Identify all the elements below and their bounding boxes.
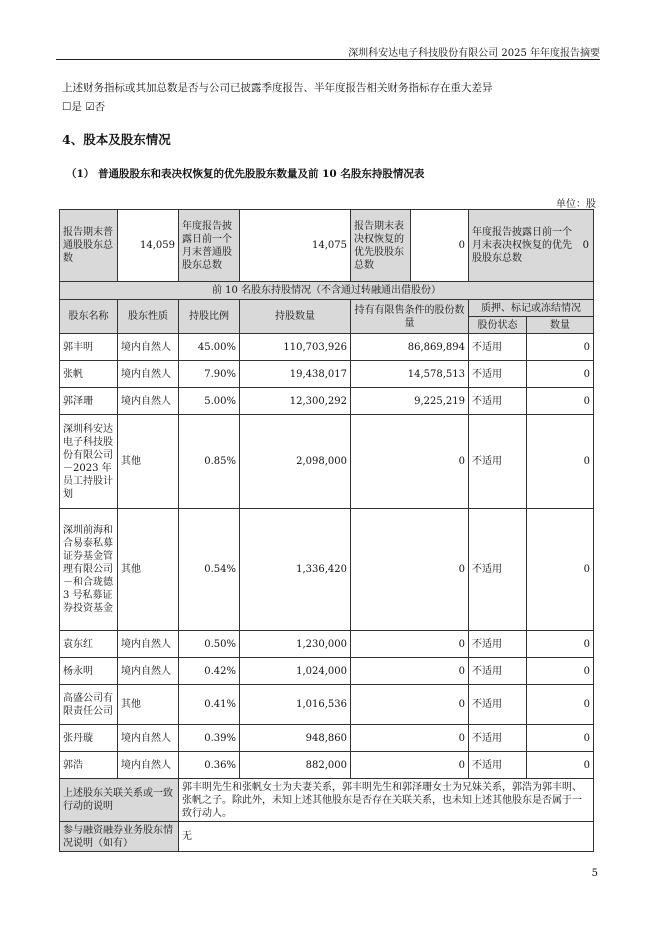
shareholder-qty: 0 bbox=[527, 388, 594, 415]
shareholder-ratio: 0.36% bbox=[179, 752, 240, 779]
shareholder-name: 张丹璇 bbox=[60, 725, 118, 752]
shareholder-status: 不适用 bbox=[469, 631, 527, 658]
table-row bbox=[60, 685, 594, 725]
summary-prev-label: 年度报告披露日前一个月末普通股股东总数 bbox=[179, 210, 240, 282]
shareholder-restricted: 0 bbox=[351, 415, 469, 509]
shareholder-ratio: 45.00% bbox=[179, 334, 240, 361]
shareholder-nature: 境内自然人 bbox=[118, 658, 179, 685]
shareholder-status: 不适用 bbox=[469, 415, 527, 509]
shareholder-name: 郭泽珊 bbox=[60, 388, 118, 415]
shareholder-nature: 其他 bbox=[118, 685, 179, 725]
shareholder-qty: 0 bbox=[527, 725, 594, 752]
table-row bbox=[60, 752, 594, 779]
table-row bbox=[60, 509, 594, 631]
page-header: 深圳科安达电子科技股份有限公司 2025 年年度报告摘要 bbox=[348, 48, 600, 59]
shareholder-qty: 0 bbox=[527, 631, 594, 658]
shareholder-shares: 19,438,017 bbox=[240, 361, 351, 388]
margin-row bbox=[60, 822, 594, 852]
shareholder-ratio: 0.39% bbox=[179, 725, 240, 752]
shareholder-nature: 境内自然人 bbox=[118, 752, 179, 779]
shareholder-status: 不适用 bbox=[469, 658, 527, 685]
shareholder-shares: 948,860 bbox=[240, 725, 351, 752]
shareholder-restricted: 0 bbox=[351, 725, 469, 752]
col-restricted: 持有有限售条件的股份数量 bbox=[351, 300, 469, 334]
margin-label: 参与融资融券业务股东情况说明（如有） bbox=[60, 822, 179, 852]
shareholder-status: 不适用 bbox=[469, 725, 527, 752]
shareholder-ratio: 0.50% bbox=[179, 631, 240, 658]
summary-pref-prev-value: 0 bbox=[582, 240, 589, 251]
top10-title: 前 10 名股东持股情况（不含通过转融通出借股份） bbox=[60, 282, 594, 300]
shareholder-nature: 境内自然人 bbox=[118, 388, 179, 415]
shareholder-status: 不适用 bbox=[469, 752, 527, 779]
shareholder-nature: 境内自然人 bbox=[118, 361, 179, 388]
shareholder-shares: 110,703,926 bbox=[240, 334, 351, 361]
shareholder-qty: 0 bbox=[527, 752, 594, 779]
shareholder-name: 郭丰明 bbox=[60, 334, 118, 361]
shareholder-name: 袁东红 bbox=[60, 631, 118, 658]
shareholder-name: 深圳前海和合易泰私募证券基金管理有限公司－和合珑德 3 号私募证券投资基金 bbox=[60, 509, 118, 631]
summary-pref-prev-cell bbox=[469, 210, 594, 282]
shareholder-restricted: 86,869,894 bbox=[351, 334, 469, 361]
shareholder-qty: 0 bbox=[527, 361, 594, 388]
shareholder-qty: 0 bbox=[527, 685, 594, 725]
table-row bbox=[60, 725, 594, 752]
table-row bbox=[60, 415, 594, 509]
shareholder-nature: 其他 bbox=[118, 415, 179, 509]
shareholder-ratio: 0.42% bbox=[179, 658, 240, 685]
header-divider bbox=[56, 59, 600, 60]
shareholder-qty: 0 bbox=[527, 334, 594, 361]
shareholder-shares: 1,024,000 bbox=[240, 658, 351, 685]
shareholder-restricted: 0 bbox=[351, 658, 469, 685]
shareholder-nature: 境内自然人 bbox=[118, 725, 179, 752]
shareholder-name: 深圳科安达电子科技股份有限公司－2023 年员工持股计划 bbox=[60, 415, 118, 509]
table-row bbox=[60, 361, 594, 388]
shareholder-qty: 0 bbox=[527, 415, 594, 509]
shareholder-restricted: 9,225,219 bbox=[351, 388, 469, 415]
shareholder-status: 不适用 bbox=[469, 388, 527, 415]
summary-pref-label: 报告期末表决权恢复的优先股股东总数 bbox=[351, 210, 411, 282]
summary-total-value: 14,059 bbox=[118, 210, 179, 282]
related-row bbox=[60, 779, 594, 822]
col-status: 股份状态 bbox=[469, 317, 527, 334]
shareholder-status: 不适用 bbox=[469, 361, 527, 388]
col-qty: 数量 bbox=[527, 317, 594, 334]
related-label: 上述股东关联关系或一致行动的说明 bbox=[60, 779, 179, 822]
intro-question: 上述财务指标或其加总数是否与公司已披露季度报告、半年度报告相关财务指标存在重大差异 bbox=[62, 82, 493, 94]
table-row bbox=[60, 631, 594, 658]
intro-options: ☐是 ☑否 bbox=[62, 101, 106, 113]
top10-title-row bbox=[60, 282, 594, 300]
summary-pref-prev-label: 年度报告披露日前一个月末表决权恢复的优先股股东总数 bbox=[472, 227, 572, 264]
shareholder-table bbox=[59, 209, 594, 852]
shareholder-nature: 其他 bbox=[118, 509, 179, 631]
shareholder-shares: 1,016,536 bbox=[240, 685, 351, 725]
shareholder-ratio: 0.41% bbox=[179, 685, 240, 725]
shareholder-ratio: 0.54% bbox=[179, 509, 240, 631]
margin-text: 无 bbox=[179, 822, 594, 852]
section-title: 4、股本及股东情况 bbox=[62, 132, 171, 147]
shareholder-shares: 1,230,000 bbox=[240, 631, 351, 658]
table-row bbox=[60, 388, 594, 415]
shareholder-status: 不适用 bbox=[469, 334, 527, 361]
shareholder-name: 郭浩 bbox=[60, 752, 118, 779]
summary-row bbox=[60, 210, 594, 282]
shareholder-nature: 境内自然人 bbox=[118, 334, 179, 361]
shareholder-ratio: 5.00% bbox=[179, 388, 240, 415]
shareholder-restricted: 0 bbox=[351, 509, 469, 631]
col-ratio: 持股比例 bbox=[179, 300, 240, 334]
col-shares: 持股数量 bbox=[240, 300, 351, 334]
shareholder-shares: 1,336,420 bbox=[240, 509, 351, 631]
unit-label: 单位：股 bbox=[556, 199, 596, 210]
shareholder-name: 高盛公司有限责任公司 bbox=[60, 685, 118, 725]
shareholder-nature: 境内自然人 bbox=[118, 631, 179, 658]
shareholder-ratio: 0.85% bbox=[179, 415, 240, 509]
shareholder-restricted: 0 bbox=[351, 631, 469, 658]
shareholder-name: 杨永明 bbox=[60, 658, 118, 685]
table-row bbox=[60, 334, 594, 361]
shareholder-restricted: 0 bbox=[351, 752, 469, 779]
shareholder-shares: 12,300,292 bbox=[240, 388, 351, 415]
shareholder-restricted: 14,578,513 bbox=[351, 361, 469, 388]
shareholder-shares: 882,000 bbox=[240, 752, 351, 779]
col-nature: 股东性质 bbox=[118, 300, 179, 334]
shareholder-shares: 2,098,000 bbox=[240, 415, 351, 509]
shareholder-qty: 0 bbox=[527, 509, 594, 631]
col-pledge: 质押、标记或冻结情况 bbox=[469, 300, 594, 317]
summary-total-label: 报告期末普通股股东总数 bbox=[60, 210, 118, 282]
col-name: 股东名称 bbox=[60, 300, 118, 334]
shareholder-restricted: 0 bbox=[351, 685, 469, 725]
shareholder-ratio: 7.90% bbox=[179, 361, 240, 388]
summary-pref-value: 0 bbox=[411, 210, 469, 282]
table-row bbox=[60, 658, 594, 685]
page-number: 5 bbox=[591, 868, 598, 879]
shareholder-qty: 0 bbox=[527, 658, 594, 685]
related-text: 郭丰明先生和张帆女士为夫妻关系，郭丰明先生和郭泽珊女士为兄妹关系，郭浩为郭丰明、张帆之子。除此外，未知上述其他股东是否存在关联关系，也未知上述其他股东是否属于一致行动人。 bbox=[179, 779, 594, 822]
section-subtitle: （1） 普通股股东和表决权恢复的优先股股东数量及前 10 名股东持股情况表 bbox=[66, 168, 425, 180]
shareholder-name: 张帆 bbox=[60, 361, 118, 388]
shareholder-status: 不适用 bbox=[469, 685, 527, 725]
summary-prev-value: 14,075 bbox=[240, 210, 351, 282]
column-header-row bbox=[60, 300, 594, 317]
shareholder-status: 不适用 bbox=[469, 509, 527, 631]
